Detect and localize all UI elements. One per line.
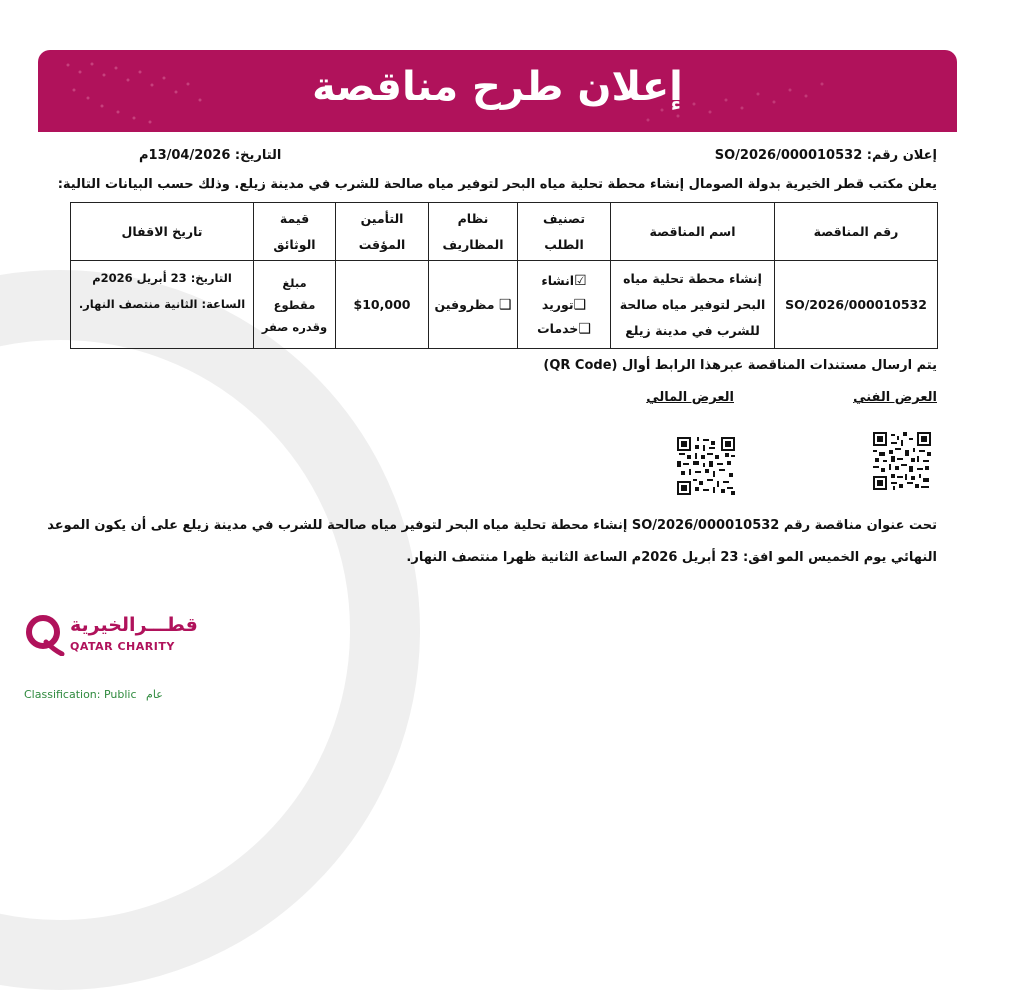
technical-offer-label: العرض الفني: [853, 390, 937, 405]
financial-offer-label: العرض المالي: [646, 390, 734, 405]
cell-tender-name: إنشاء محطة تحلية مياه البحر لتوفير مياه صالحة للشرب في مدينة زيلع: [611, 261, 775, 349]
col-header-closing-date: تاريخ الاقفال: [71, 203, 254, 261]
unchecked-box-icon: ❑: [498, 296, 512, 313]
header-banner: [38, 50, 957, 132]
qr-code-financial[interactable]: [677, 437, 735, 495]
col-header-insurance: التأمين المؤقت: [336, 203, 429, 261]
col-header-classification: تصنيف الطلب: [518, 203, 611, 261]
cell-classification: [518, 261, 611, 349]
col-header-docs-value: قيمة الوثائق: [254, 203, 336, 261]
tender-table: [70, 202, 938, 349]
table-row: [71, 261, 938, 349]
cell-docs-value: مبلغ مقطوع وقدره صفر: [254, 261, 336, 349]
banner-title: إعلان طرح مناقصة: [312, 64, 683, 110]
unchecked-box-icon: ❑: [578, 320, 591, 337]
class-option-services: ❑خدمات: [522, 317, 606, 341]
ad-date: التاريخ: 13/04/2026م: [139, 148, 282, 163]
unchecked-box-icon: ❑: [573, 296, 587, 313]
col-header-tender-name: اسم المناقصة: [611, 203, 775, 261]
class-option-supply: ❑توريد: [522, 293, 606, 317]
checked-box-icon: ☑: [574, 272, 587, 289]
logo-arabic-text: قطـــرالخيرية: [70, 614, 198, 636]
col-header-envelopes: نظام المظاريف: [429, 203, 518, 261]
cell-tender-no: SO/2026/000010532: [775, 261, 938, 349]
footer-text-line1: تحت عنوان مناقصة رقم SO/2026/000010532 إنشاء محطة تحلية مياه البحر لتوفير مياه صالحة للشرب في مدينة زيلع على أن يكون الموعد: [47, 518, 937, 533]
qatar-charity-emblem-icon: [24, 612, 66, 656]
table-header-row: [71, 203, 938, 261]
cell-closing-date: التاريخ: 23 أبريل 2026م الساعة: الثانية منتصف النهار.: [71, 261, 254, 349]
class-option-construction: ☑انشاء: [522, 269, 606, 293]
intro-text: يعلن مكتب قطر الخيرية بدولة الصومال إنشاء محطة تحلية مياه البحر لتوفير مياه صالحة للشرب في مدينة زيلع. وذلك حسب البيانات التالية:: [57, 177, 937, 192]
cell-envelope-type: ❑ مظروفين: [429, 261, 518, 349]
logo-english-text: QATAR CHARITY: [70, 640, 175, 653]
ad-number: إعلان رقم: SO/2026/000010532: [714, 148, 937, 163]
footer-text-line2: النهائي يوم الخميس المو افق: 23 أبريل 2026م الساعة الثانية ظهرا منتصف النهار.: [406, 550, 937, 565]
col-header-tender-no: رقم المناقصة: [775, 203, 938, 261]
cell-insurance: $10,000: [336, 261, 429, 349]
qr-code-technical[interactable]: [873, 432, 931, 490]
classification-label: Classification: Public عام: [24, 688, 163, 701]
submission-note: يتم ارسال مستندات المناقصة عبرهذا الرابط أوال (QR Code): [543, 358, 937, 373]
